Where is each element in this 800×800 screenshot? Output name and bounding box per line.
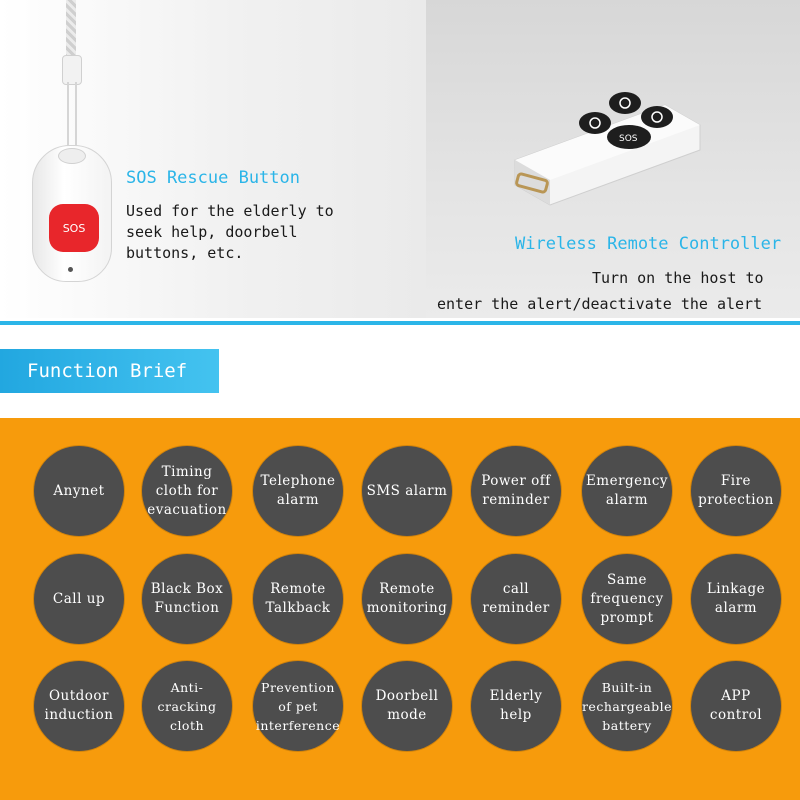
pendant-led-icon: [68, 267, 73, 272]
lanyard-image: [66, 0, 76, 58]
feature-label: Black Box Function: [150, 581, 224, 616]
feature-circle: [691, 554, 781, 644]
feature-circle: [471, 446, 561, 536]
remote-description-line2: enter the alert/deactivate the alert: [437, 295, 763, 313]
feature-circle: [142, 661, 232, 751]
feature-label: Emergency alarm: [585, 473, 669, 508]
feature-circle: [34, 446, 124, 536]
feature-circle: [142, 446, 232, 536]
section-divider: [0, 321, 800, 325]
feature-circle: [253, 554, 343, 644]
feature-circle: [142, 554, 232, 644]
feature-circle: [362, 554, 452, 644]
pendant-cord-image: [67, 82, 77, 147]
feature-circle: [471, 554, 561, 644]
remote-controller-image: [505, 85, 705, 215]
feature-circle: [582, 661, 672, 751]
feature-label: Remote Talkback: [265, 581, 331, 616]
feature-circle: [34, 554, 124, 644]
feature-label: Timing cloth for evacuation: [147, 463, 227, 518]
remote-sos-label: SOS: [619, 134, 638, 144]
remote-controller-title: Wireless Remote Controller: [515, 234, 782, 254]
feature-circle: [34, 661, 124, 751]
lanyard-clip-image: [62, 55, 82, 85]
sos-rescue-description: Used for the elderly to seek help, doorbell buttons, etc.: [126, 202, 334, 262]
feature-circle: [582, 554, 672, 644]
feature-label: Outdoor induction: [44, 688, 114, 723]
feature-label: call reminder: [482, 581, 550, 616]
feature-label: Same frequency prompt: [590, 571, 664, 626]
sos-rescue-title: SOS Rescue Button: [126, 168, 300, 188]
remote-description-line1: Turn on the host to: [592, 269, 764, 287]
feature-label: SMS alarm: [366, 482, 448, 499]
feature-label: Telephone alarm: [260, 473, 336, 508]
feature-circle: [362, 661, 452, 751]
feature-circle: [691, 661, 781, 751]
feature-circle: [582, 446, 672, 536]
function-brief-banner: Function Brief: [0, 349, 219, 393]
feature-label: Prevention of pet interference: [255, 679, 341, 733]
pendant-loop-image: [58, 148, 86, 164]
feature-label: Anynet: [53, 482, 105, 499]
feature-circle: [362, 446, 452, 536]
feature-circle: [253, 661, 343, 751]
feature-circle: [691, 446, 781, 536]
sos-pendant-button-label: SOS: [49, 204, 99, 252]
feature-circle: [471, 661, 561, 751]
feature-label: Power off reminder: [481, 473, 551, 508]
feature-label: Remote monitoring: [366, 581, 448, 616]
feature-circle: [253, 446, 343, 536]
feature-label: Linkage alarm: [706, 581, 766, 616]
feature-label: Fire protection: [698, 473, 774, 508]
feature-label: Call up: [52, 590, 106, 607]
feature-label: Doorbell mode: [375, 688, 439, 723]
feature-label: Built-in rechargeable battery: [581, 679, 673, 733]
feature-label: Anti-cracking cloth: [157, 679, 217, 733]
feature-label: Elderly help: [489, 688, 543, 723]
feature-label: APP control: [709, 688, 763, 723]
